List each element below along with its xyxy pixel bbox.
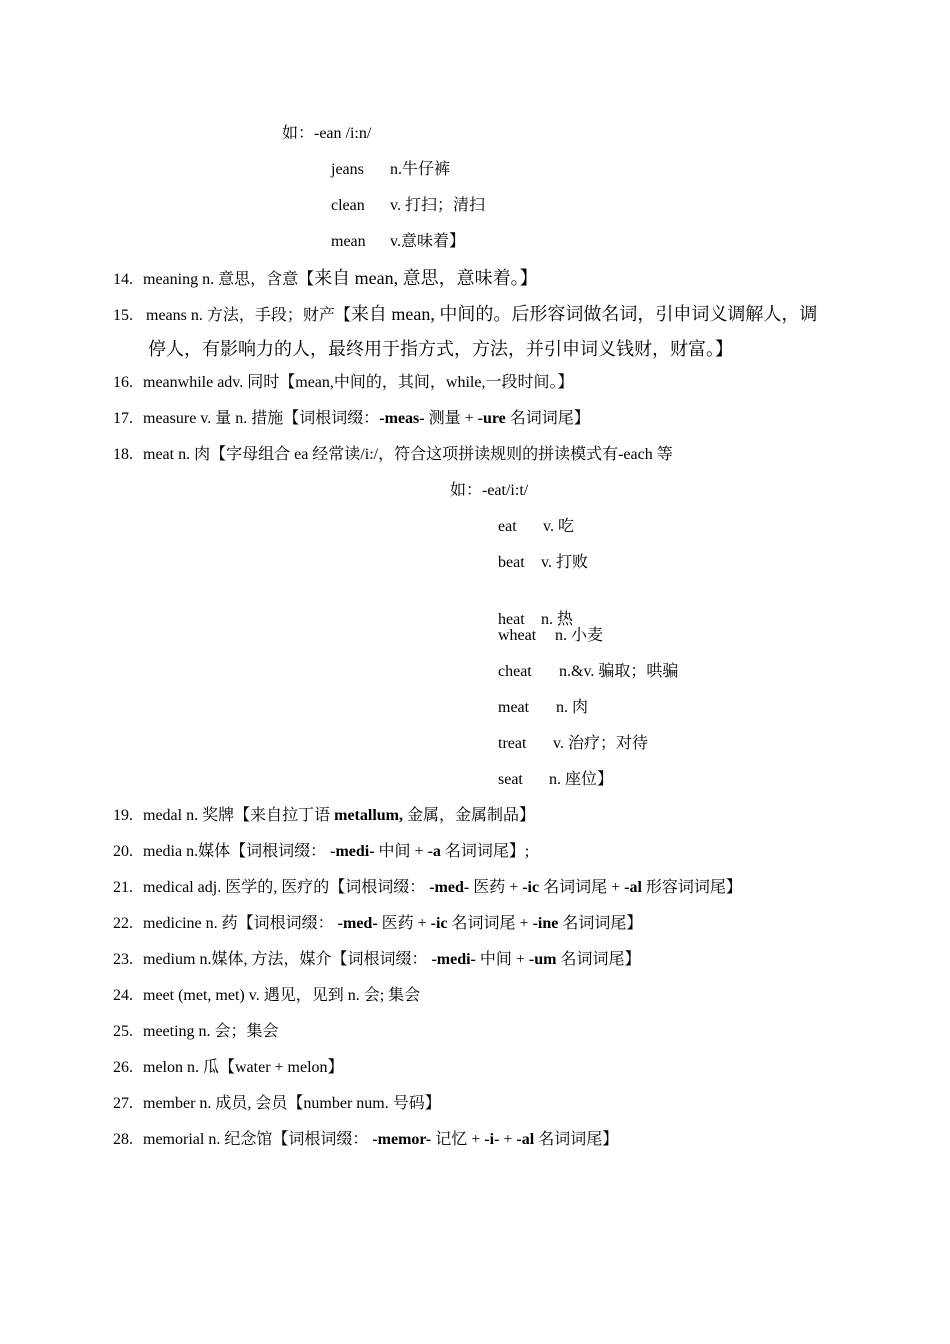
latin-word: metallum, xyxy=(334,807,403,824)
suffix: -al xyxy=(516,1131,535,1148)
ean-example-row xyxy=(331,160,450,180)
entry-text: meat n. 肉【字母组合 ea 经常读/i:/，符合这项拼读规则的拼读模式有-each 等 xyxy=(143,446,673,463)
example-definition: n. 小麦 xyxy=(555,627,604,644)
suffix: -um xyxy=(528,951,557,968)
entry-23 xyxy=(113,950,641,970)
eat-example-row xyxy=(498,517,574,537)
suffix-meaning: 名词词尾 + xyxy=(539,879,625,896)
root-meaning: 医药 + xyxy=(377,915,431,932)
ean-example-row xyxy=(331,232,465,252)
root-meaning: 医药 + xyxy=(469,879,523,896)
entry-head: medal n. 奖牌【来自拉丁语 xyxy=(143,807,335,824)
root-affix: -medi- xyxy=(431,951,476,968)
entry-head: medium n.媒体, 方法，媒介【词根词缀： xyxy=(143,951,432,968)
example-word: cheat xyxy=(498,663,532,680)
entry-number: 23. xyxy=(113,951,133,968)
root-meaning: 测量 + xyxy=(424,410,478,427)
entry-text: melon n. 瓜【water + melon】 xyxy=(143,1059,344,1076)
entry-18 xyxy=(113,445,673,465)
suffix: -al xyxy=(624,879,642,896)
example-definition: n. 座位】 xyxy=(549,771,614,788)
example-word: wheat xyxy=(498,627,537,644)
suffix-meaning: 名词词尾】 xyxy=(556,951,641,968)
suffix-meaning: 名词词尾】 xyxy=(534,1131,619,1148)
suffix-meaning: 形容词词尾】 xyxy=(641,879,742,896)
entry-number: 14. xyxy=(113,271,133,288)
entry-24 xyxy=(113,986,420,1006)
entry-number: 27. xyxy=(113,1095,133,1112)
entry-number: 24. xyxy=(113,987,133,1004)
entry-number: 28. xyxy=(113,1131,133,1148)
suffix-meaning: 名词词尾】 xyxy=(505,410,590,427)
example-word: eat xyxy=(498,518,517,535)
root-meaning: 中间 + xyxy=(475,951,529,968)
entry-25 xyxy=(113,1022,279,1042)
example-word: clean xyxy=(331,197,365,214)
example-word: jeans xyxy=(331,161,364,178)
root-affix: -med- xyxy=(429,879,470,896)
entry-number: 26. xyxy=(113,1059,133,1076)
ean-pattern-header: 如：-ean /i:n/ xyxy=(282,125,372,142)
suffix: -a xyxy=(427,843,441,860)
entry-head: meaning n. 意思，含意【 xyxy=(143,271,315,288)
example-definition: v.意味着】 xyxy=(390,233,465,250)
example-definition: n. 热 xyxy=(541,611,574,628)
entry-17 xyxy=(113,409,590,429)
connector: + xyxy=(499,1131,517,1148)
entry-number: 21. xyxy=(113,879,133,896)
example-definition: n. 肉 xyxy=(556,699,589,716)
entry-21 xyxy=(113,878,742,898)
example-word: mean xyxy=(331,233,366,250)
entry-14 xyxy=(113,268,538,290)
example-definition: v. 打败 xyxy=(541,554,588,571)
entry-15 xyxy=(113,304,817,326)
entry-text: meet (met, met) v. 遇见，见到 n. 会; 集会 xyxy=(143,987,421,1004)
eat-example-row xyxy=(498,626,603,646)
root-affix: -memor- xyxy=(372,1131,432,1148)
entry-head: memorial n. 纪念馆【词根词缀： xyxy=(143,1131,373,1148)
entry-etymology: 来自 mean, 中间的。后形容词做名词，引申词义调解人，调 xyxy=(350,304,818,324)
entry-20 xyxy=(113,842,529,862)
example-definition: n.牛仔裤 xyxy=(390,161,451,178)
example-definition: n.&v. 骗取；哄骗 xyxy=(559,663,679,680)
entry-22 xyxy=(113,914,642,934)
entry-head: measure v. 量 n. 措施【词根词缀： xyxy=(143,410,380,427)
entry-number: 15. xyxy=(113,307,133,324)
eat-example-row xyxy=(498,770,613,790)
eat-example-row xyxy=(498,662,678,682)
entry-number: 25. xyxy=(113,1023,133,1040)
entry-head: means n. 方法，手段；财产【 xyxy=(146,307,351,324)
root-meaning: 中间 + xyxy=(374,843,428,860)
suffix: -ic xyxy=(430,915,448,932)
suffix: -ine xyxy=(532,915,559,932)
latin-meaning: 金属，金属制品】 xyxy=(402,807,535,824)
entry-19 xyxy=(113,806,535,826)
suffix: -ic xyxy=(522,879,540,896)
entry-text: meanwhile adv. 同时【mean,中间的，其间，while,一段时间。】 xyxy=(143,374,574,391)
eat-example-row xyxy=(498,698,588,718)
entry-15-continuation: 停人，有影响力的人，最终用于指方式，方法，并引申词义钱财，财富。】 xyxy=(148,339,733,359)
suffix-meaning: 名词词尾】 xyxy=(558,915,643,932)
eat-pattern-header: 如：-eat/i:t/ xyxy=(450,482,529,499)
entry-etymology: 来自 mean, 意思，意味着。】 xyxy=(314,268,538,288)
example-word: treat xyxy=(498,735,527,752)
entry-number: 18. xyxy=(113,446,133,463)
entry-number: 17. xyxy=(113,410,133,427)
ean-example-row xyxy=(331,196,485,216)
entry-16 xyxy=(113,373,573,393)
eat-example-row xyxy=(498,553,588,573)
example-word: beat xyxy=(498,554,525,571)
eat-example-row xyxy=(498,734,648,754)
entry-number: 22. xyxy=(113,915,133,932)
example-word: meat xyxy=(498,699,530,716)
example-word: seat xyxy=(498,771,523,788)
entry-text: member n. 成员, 会员【number num. 号码】 xyxy=(143,1095,441,1112)
entry-text: meeting n. 会；集会 xyxy=(143,1023,279,1040)
entry-head: medical adj. 医学的, 医疗的【词根词缀： xyxy=(143,879,430,896)
infix: -i- xyxy=(484,1131,500,1148)
root-affix: -medi- xyxy=(330,843,375,860)
example-definition: v. 吃 xyxy=(543,518,574,535)
suffix-meaning: 名词词尾】; xyxy=(440,843,530,860)
entry-number: 16. xyxy=(113,374,133,391)
example-definition: v. 治疗；对待 xyxy=(553,735,648,752)
suffix: -ure xyxy=(477,410,506,427)
entry-number: 20. xyxy=(113,843,133,860)
entry-head: media n.媒体【词根词缀： xyxy=(143,843,331,860)
entry-number: 19. xyxy=(113,807,133,824)
entry-27 xyxy=(113,1094,441,1114)
example-word: heat xyxy=(498,611,525,628)
example-definition: v. 打扫；清扫 xyxy=(390,197,485,214)
suffix-meaning: 名词词尾 + xyxy=(447,915,533,932)
root-affix: -meas- xyxy=(379,410,425,427)
root-affix: -med- xyxy=(337,915,378,932)
entry-head: medicine n. 药【词根词缀： xyxy=(143,915,338,932)
entry-28 xyxy=(113,1130,618,1150)
entry-26 xyxy=(113,1058,344,1078)
root-meaning: 记忆 + xyxy=(431,1131,485,1148)
